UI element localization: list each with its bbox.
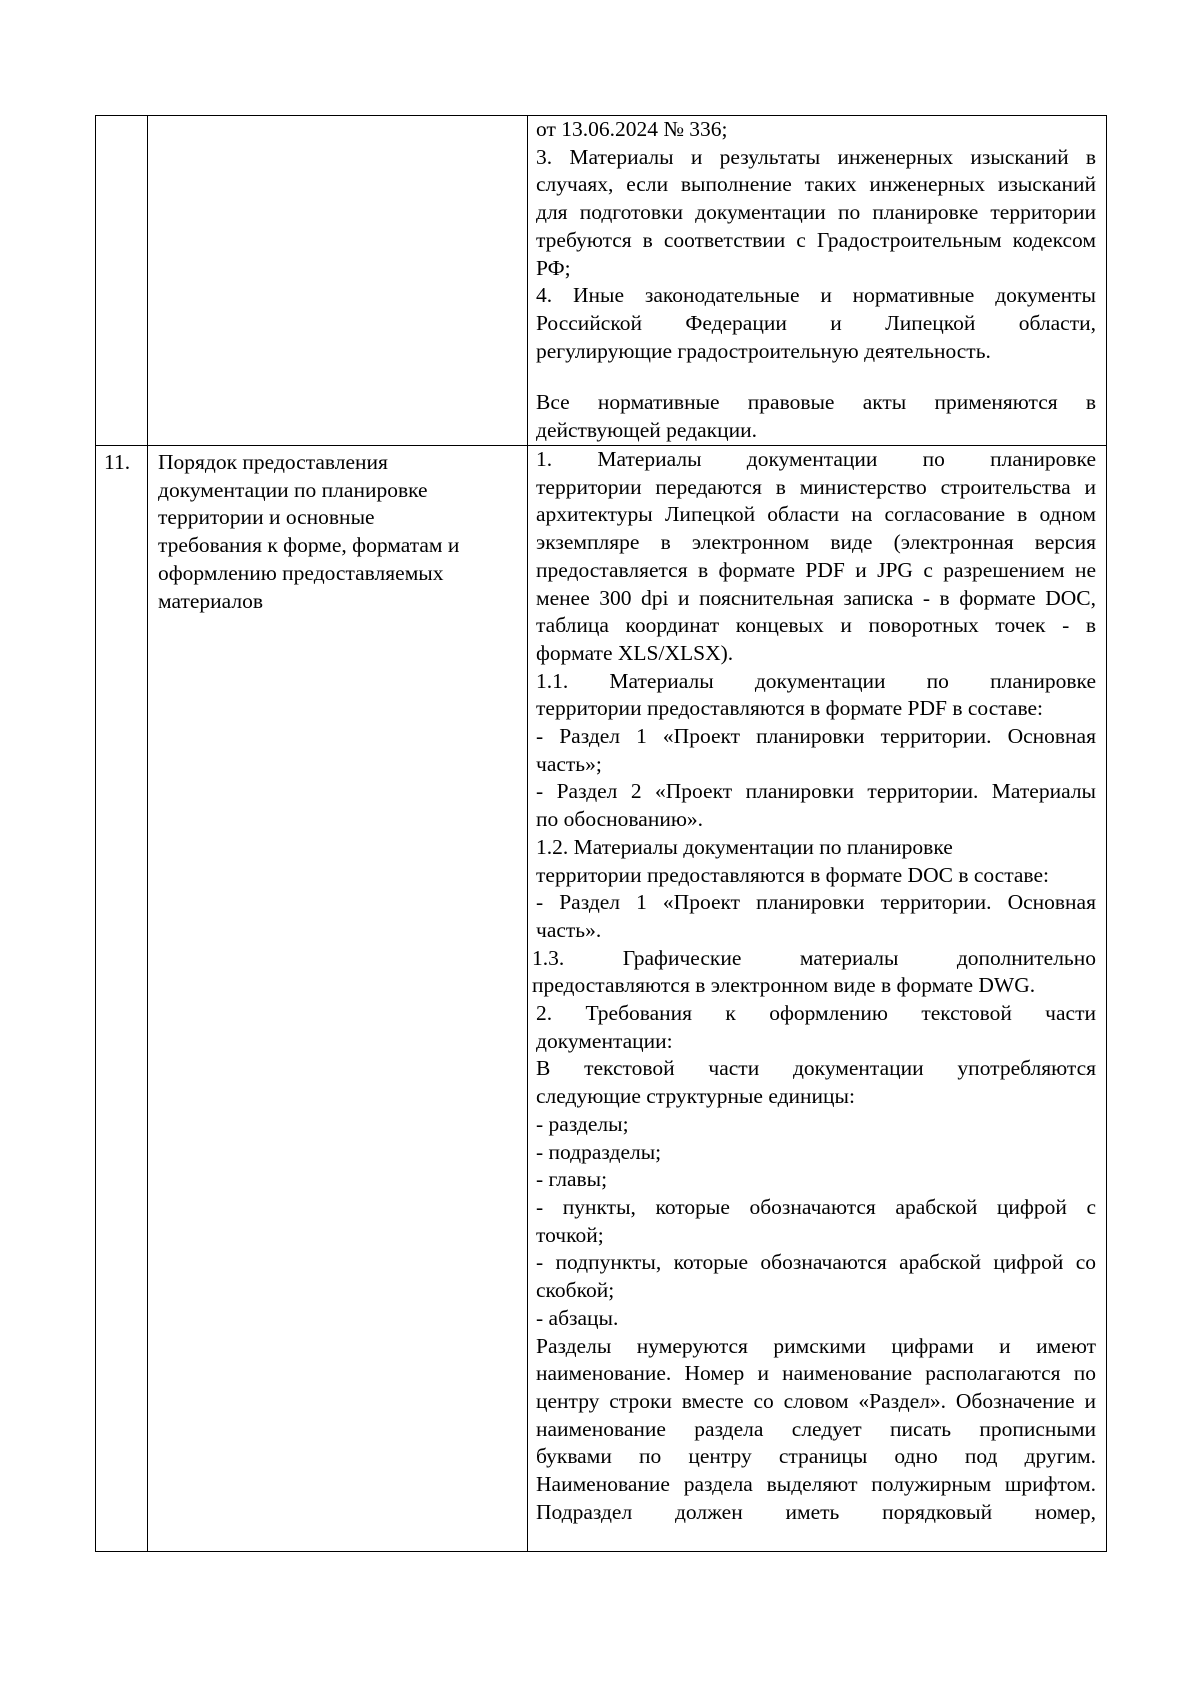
text-line: документации: [536, 1028, 673, 1053]
text-line: регулирующие градостроительную деятельность. [536, 338, 991, 363]
text-line: предоставляется в формате PDF и JPG с разрешением не [536, 557, 1096, 582]
text-line: по обоснованию». [536, 807, 704, 832]
text-line: скобкой; [536, 1278, 615, 1303]
row-content-cell [528, 116, 1107, 446]
text-line: Разделы нумеруются римскими цифрами и имеют [536, 1333, 1096, 1358]
table-row [96, 116, 1107, 446]
text-line: Все нормативные правовые акты применяются в [536, 390, 1096, 415]
text-line: - главы; [536, 1167, 608, 1192]
name-line: оформлению предоставляемых [158, 560, 444, 585]
row-name-cell [148, 446, 528, 1552]
text-line: Наименование раздела выделяют полужирным шрифтом. [536, 1472, 1096, 1497]
text-line: - подпункты, которые обозначаются арабской цифрой со [536, 1250, 1096, 1275]
name-line: требования к форме, форматам и [158, 533, 460, 558]
text-line: - Раздел 1 «Проект планировки территории. Основная [536, 724, 1096, 749]
row-content-cell [528, 446, 1107, 1552]
text-line: экземпляре в электронном виде (электронная версия [536, 530, 1096, 555]
name-line: Порядок предоставления [158, 450, 388, 474]
name-line: материалов [158, 588, 264, 613]
row-name-lines [158, 449, 521, 615]
text-line: 1.3. Графические материалы дополнительно [532, 945, 1096, 970]
row-number-cell-empty [96, 116, 148, 446]
row-name-cell-empty [148, 116, 528, 446]
text-line: - Раздел 2 «Проект планировки территории. Материалы [536, 779, 1096, 804]
text-line: 1. Материалы документации по планировке [536, 447, 1096, 471]
row-number: 11. [104, 450, 131, 474]
text-line: - Раздел 1 «Проект планировки территории. Основная [536, 890, 1096, 915]
text-line: центру строки вместе со словом «Раздел». Обозначение и [536, 1388, 1096, 1413]
name-line: документации по планировке [158, 477, 428, 502]
text-line: случаях, если выполнение таких инженерных изысканий [536, 172, 1096, 197]
text-line: буквами по центру страницы одно под другим. [536, 1444, 1096, 1469]
text-line: действующей редакции. [536, 418, 757, 443]
row-number-cell [96, 446, 148, 1552]
row-content-lines [536, 116, 1096, 445]
text-line: - подразделы; [536, 1139, 662, 1164]
text-line: для подготовки документации по планировке территории [536, 200, 1096, 225]
text-line: точкой; [536, 1222, 604, 1247]
text-line: 3. Материалы и результаты инженерных изысканий в [536, 144, 1096, 169]
text-line: Российской Федерации и Липецкой области, [536, 310, 1096, 335]
document-table [95, 115, 1107, 1552]
text-line: от 13.06.2024 № 336; [536, 117, 728, 141]
row-content-lines [532, 446, 1096, 1526]
text-line: РФ; [536, 255, 571, 280]
text-line: часть»; [536, 751, 602, 776]
text-line: следующие структурные единицы: [536, 1084, 855, 1109]
table-row [96, 446, 1107, 1552]
text-line: требуются в соответствии с Градостроительным кодексом [536, 227, 1096, 252]
text-line: территории предоставляются в формате DOC в составе: [536, 862, 1049, 887]
text-line: архитектуры Липецкой области на согласование в одном [536, 502, 1096, 527]
text-line: 1.2. Материалы документации по планировке [536, 834, 953, 859]
text-line: менее 300 dpi и пояснительная записка - в формате DOC, [536, 585, 1096, 610]
text-line: наименование раздела следует писать прописными [536, 1416, 1096, 1441]
text-line: - разделы; [536, 1111, 629, 1136]
text-line: часть». [536, 917, 602, 942]
text-line: таблица координат концевых и поворотных точек - в [536, 613, 1096, 638]
text-line: 1.1. Материалы документации по планировке [536, 668, 1096, 693]
text-line: В текстовой части документации употребляются [536, 1056, 1096, 1081]
text-line: Подраздел должен иметь порядковый номер, [536, 1499, 1096, 1524]
text-line: 4. Иные законодательные и нормативные документы [536, 283, 1096, 308]
text-line: территории предоставляются в формате PDF в составе: [536, 696, 1044, 721]
text-line: наименование. Номер и наименование располагаются по [536, 1361, 1096, 1386]
text-line [536, 365, 1096, 389]
text-line: формате XLS/XLSX). [536, 640, 734, 665]
text-line: 2. Требования к оформлению текстовой части [536, 1001, 1096, 1026]
text-line: - пункты, которые обозначаются арабской цифрой с [536, 1194, 1096, 1219]
name-line: территории и основные [158, 505, 375, 530]
text-line: предоставляются в электронном виде в формате DWG. [532, 973, 1036, 998]
text-line: - абзацы. [536, 1305, 619, 1330]
text-line: территории передаются в министерство строительства и [536, 474, 1096, 499]
